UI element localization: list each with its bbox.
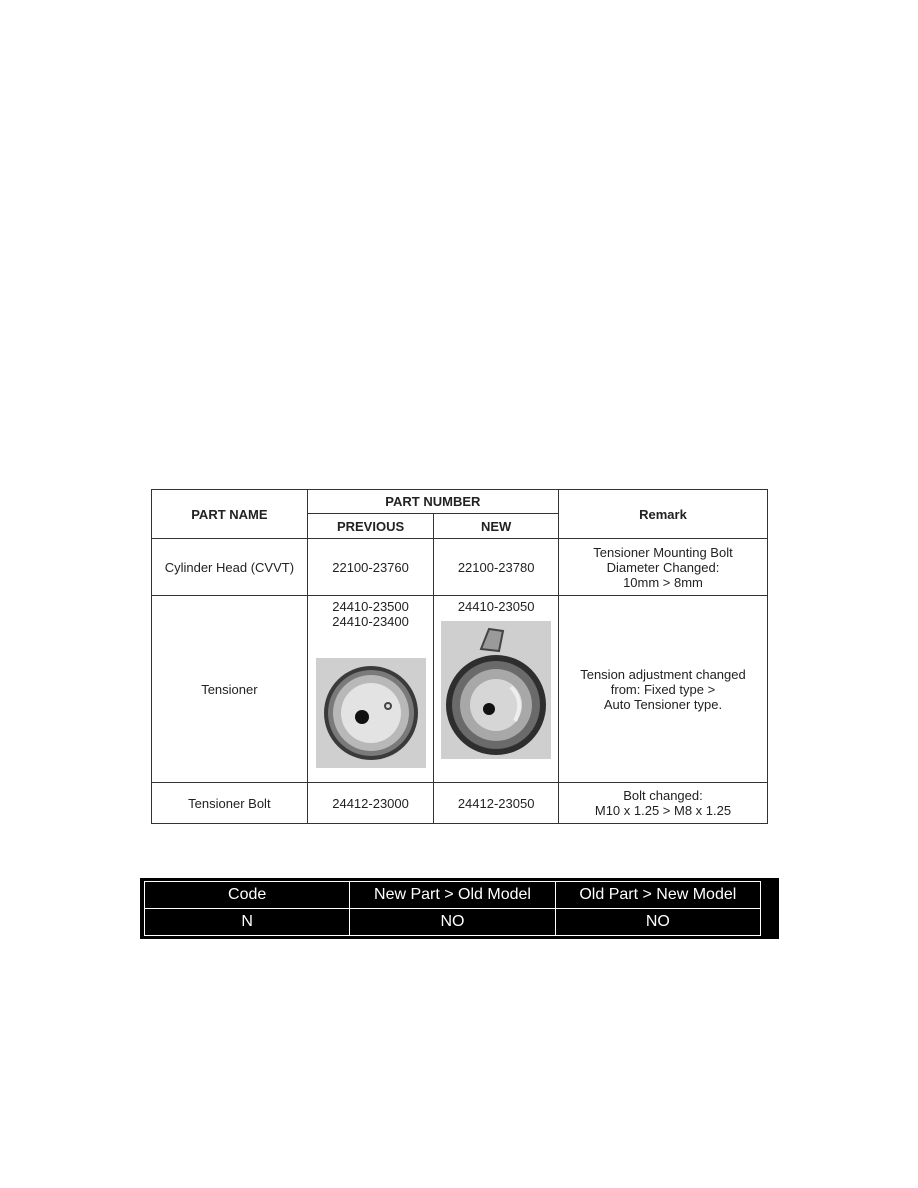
remark-cell	[558, 596, 767, 783]
header-remark: Remark	[558, 490, 767, 539]
old-part-new-model-value: NO	[555, 909, 760, 936]
auto-tensioner-photo	[441, 621, 551, 759]
new-number-cell	[434, 783, 559, 824]
remark-cell	[558, 783, 767, 824]
remark-line: Tension adjustment changed	[580, 666, 746, 682]
new-number: 24412-23050	[457, 795, 535, 811]
table-row	[152, 539, 768, 596]
previous-number-cell	[307, 539, 434, 596]
new-part-old-model-header: New Part > Old Model	[350, 882, 555, 909]
header-part-number: PART NUMBER	[307, 490, 558, 514]
remark-line: Diameter Changed:	[606, 559, 720, 575]
old-part-new-model-header: Old Part > New Model	[555, 882, 760, 909]
code-value-row	[145, 909, 761, 936]
previous-number: 24410-23400	[332, 614, 409, 629]
new-number-cell	[434, 539, 559, 596]
parts-table	[151, 489, 768, 824]
part-name-cell: Tensioner Bolt	[152, 783, 308, 824]
new-number-cell	[434, 596, 559, 783]
header-part-name: PART NAME	[152, 490, 308, 539]
code-header: Code	[145, 882, 350, 909]
previous-number: 22100-23760	[332, 559, 409, 575]
part-name-cell: Tensioner	[152, 596, 308, 783]
previous-number: 24410-23500	[332, 599, 409, 614]
previous-number: 24412-23000	[332, 795, 409, 811]
new-number: 24410-23050	[457, 599, 535, 614]
remark-line: Bolt changed:	[623, 788, 703, 803]
table-row	[152, 783, 768, 824]
code-table-panel	[140, 878, 779, 939]
remark-line: M10 x 1.25 > M8 x 1.25	[594, 803, 732, 818]
new-part-old-model-value: NO	[350, 909, 555, 936]
remark-cell	[558, 539, 767, 596]
code-value: N	[145, 909, 350, 936]
header-row	[152, 490, 768, 514]
new-number: 22100-23780	[457, 559, 535, 575]
remark-line: Tensioner Mounting Bolt	[593, 544, 733, 560]
fixed-tensioner-photo	[316, 658, 426, 768]
table-row	[152, 596, 768, 783]
code-table	[144, 881, 761, 936]
code-header-row	[145, 882, 761, 909]
header-new: NEW	[434, 514, 559, 539]
remark-line: 10mm > 8mm	[623, 574, 703, 590]
remark-line: from: Fixed type >	[610, 681, 716, 697]
part-name-cell: Cylinder Head (CVVT)	[152, 539, 308, 596]
previous-number-cell	[307, 783, 434, 824]
previous-number-cell	[307, 596, 434, 783]
remark-line: Auto Tensioner type.	[603, 696, 723, 712]
header-previous: PREVIOUS	[307, 514, 434, 539]
